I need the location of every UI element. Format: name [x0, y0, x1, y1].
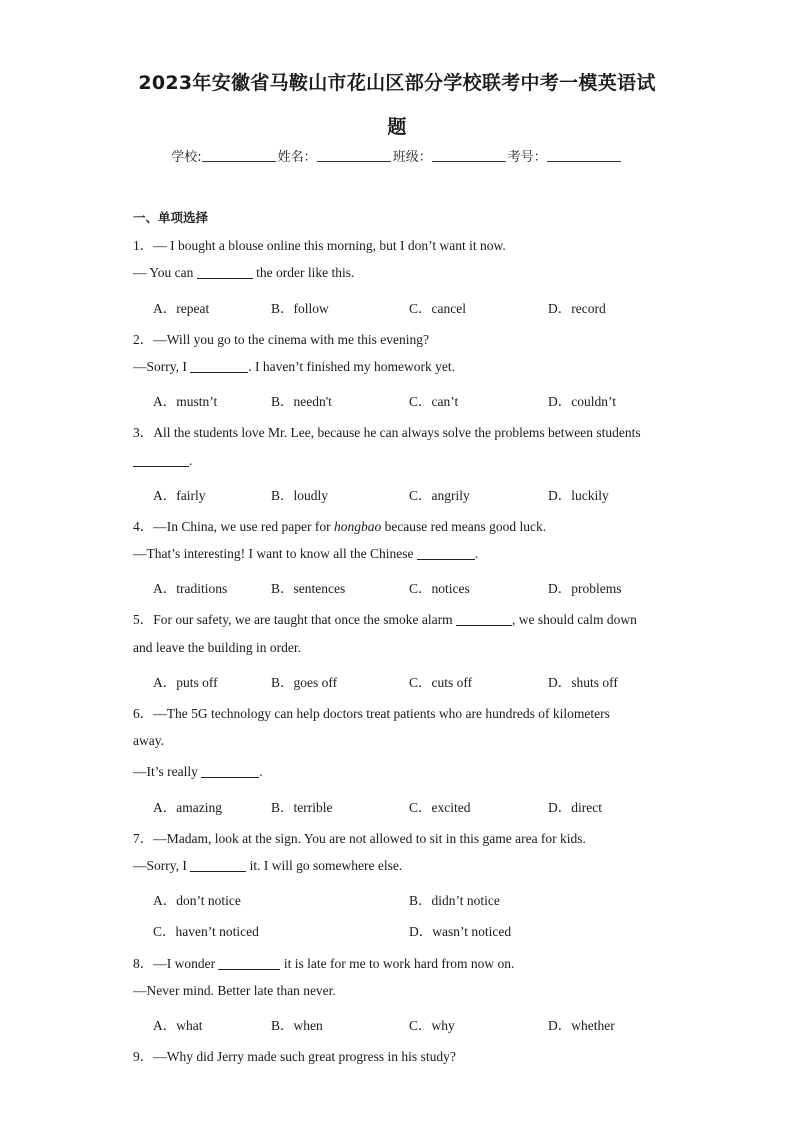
q5-line1	[133, 608, 637, 628]
q5-blank	[456, 613, 512, 626]
q4-line1-pre: 4．—In China, we use red paper for	[133, 519, 334, 534]
q8-line1-post: it is late for me to work hard from now on.	[280, 956, 515, 971]
q4-line2-post: .	[474, 546, 479, 561]
q4-line2	[133, 546, 478, 562]
name-blank[interactable]	[317, 149, 391, 162]
class-label: 班级：	[392, 150, 432, 165]
q2-line1: 2．—Will you go to the cinema with me this evening?	[133, 332, 430, 347]
q1-option-d[interactable]: D．record	[548, 301, 606, 316]
q8-option-b[interactable]: B．when	[271, 1018, 323, 1033]
q3-option-d[interactable]: D．luckily	[548, 488, 609, 503]
q1-option-b[interactable]: B．follow	[271, 301, 329, 316]
q7-line2-pre: —Sorry, I	[133, 858, 191, 873]
q1-line2-post: the order like this.	[252, 265, 355, 280]
q5-option-d[interactable]: D．shuts off	[548, 675, 618, 690]
q4-option-c[interactable]: C．notices	[409, 581, 470, 596]
q1-line2-pre: — You can	[133, 265, 197, 280]
q4-line1-italic: hongbao	[333, 519, 382, 534]
q2-line2	[133, 359, 455, 375]
q3-blank	[133, 454, 189, 467]
q6-line3-pre: —It’s really	[133, 764, 202, 779]
q1-line1: 1．— I bought a blouse online this morning, but I don’t want it now.	[133, 238, 506, 253]
q5-line1-pre: 5．For our safety, we are taught that once the smoke alarm	[133, 612, 457, 627]
q2-option-b[interactable]: B．needn't	[271, 394, 332, 409]
school-blank[interactable]	[202, 149, 276, 162]
q6-line1: 6．—The 5G technology can help doctors treat patients who are hundreds of kilometers	[133, 706, 610, 721]
q2-option-a[interactable]: A．mustn’t	[153, 394, 218, 409]
q6-option-d[interactable]: D．direct	[548, 800, 602, 815]
q7-line2	[133, 858, 402, 874]
q6-blank	[201, 765, 259, 778]
school-label: 学校:	[171, 150, 202, 165]
q4-line1-post: because red means good luck.	[381, 519, 547, 534]
exam-title-line1: 2023年安徽省马鞍山市花山区部分学校联考中考一模英语试	[138, 72, 656, 94]
q1-option-c[interactable]: C．cancel	[409, 301, 466, 316]
q9-line1: 9．—Why did Jerry made such great progress in his study?	[133, 1049, 456, 1064]
q7-option-a[interactable]: A．don’t notice	[153, 893, 241, 908]
q4-option-d[interactable]: D．problems	[548, 581, 622, 596]
q2-line2-pre: —Sorry, I	[133, 359, 191, 374]
q5-line2: and leave the building in order.	[133, 640, 301, 655]
q1-option-a[interactable]: A．repeat	[153, 301, 210, 316]
q7-option-c[interactable]: C．haven’t noticed	[153, 924, 259, 939]
q4-option-a[interactable]: A．traditions	[153, 581, 228, 596]
q3-line2-post: .	[189, 453, 193, 468]
q7-blank	[190, 859, 246, 872]
number-label: 考号：	[507, 150, 547, 165]
q4-line1	[133, 515, 546, 535]
q1-blank	[197, 266, 253, 279]
q8-line1-pre: 8．—I wonder	[133, 956, 219, 971]
q1-line2	[133, 265, 354, 281]
q8-blank	[218, 957, 280, 970]
q6-option-a[interactable]: A．amazing	[153, 800, 222, 815]
q7-option-b[interactable]: B．didn’t notice	[409, 893, 500, 908]
q8-line1	[133, 952, 514, 972]
q4-line2-pre: —That’s interesting! I want to know all the Chinese	[133, 546, 417, 561]
q6-option-c[interactable]: C．excited	[409, 800, 471, 815]
q5-line1-post: , we should calm down	[512, 612, 637, 627]
q8-option-d[interactable]: D．whether	[548, 1018, 615, 1033]
q3-line1: 3．All the students love Mr. Lee, because he can always solve the problems between students	[133, 425, 641, 440]
q2-line2-post: . I haven’t finished my homework yet.	[248, 359, 455, 374]
q3-option-c[interactable]: C．angrily	[409, 488, 470, 503]
q6-line3	[133, 764, 263, 780]
q4-blank	[417, 547, 475, 560]
q8-option-a[interactable]: A．what	[153, 1018, 203, 1033]
q6-option-b[interactable]: B．terrible	[271, 800, 333, 815]
q2-option-c[interactable]: C．can’t	[409, 394, 459, 409]
q8-option-c[interactable]: C．why	[409, 1018, 455, 1033]
q3-option-a[interactable]: A．fairly	[153, 488, 206, 503]
name-label: 姓名：	[277, 150, 317, 165]
q6-line2: away.	[133, 733, 164, 748]
q5-option-b[interactable]: B．goes off	[271, 675, 338, 690]
q3-line2	[133, 453, 192, 469]
q7-option-d[interactable]: D．wasn’t noticed	[409, 924, 512, 939]
q6-line3-post: .	[259, 764, 263, 779]
q3-option-b[interactable]: B．loudly	[271, 488, 329, 503]
class-blank[interactable]	[432, 149, 506, 162]
number-blank[interactable]	[547, 149, 621, 162]
q7-line1: 7．—Madam, look at the sign. You are not allowed to sit in this game area for kids.	[133, 831, 586, 846]
student-info-row	[0, 146, 794, 165]
q7-line2-post: it. I will go somewhere else.	[246, 858, 403, 873]
q2-blank	[190, 360, 248, 373]
section-title: 一、单项选择	[133, 210, 209, 225]
q5-option-a[interactable]: A．puts off	[153, 675, 218, 690]
exam-title-line2: 题	[387, 116, 407, 138]
q8-line2: —Never mind. Better late than never.	[133, 983, 336, 998]
q4-option-b[interactable]: B．sentences	[271, 581, 346, 596]
q5-option-c[interactable]: C．cuts off	[409, 675, 473, 690]
q2-option-d[interactable]: D．couldn’t	[548, 394, 616, 409]
